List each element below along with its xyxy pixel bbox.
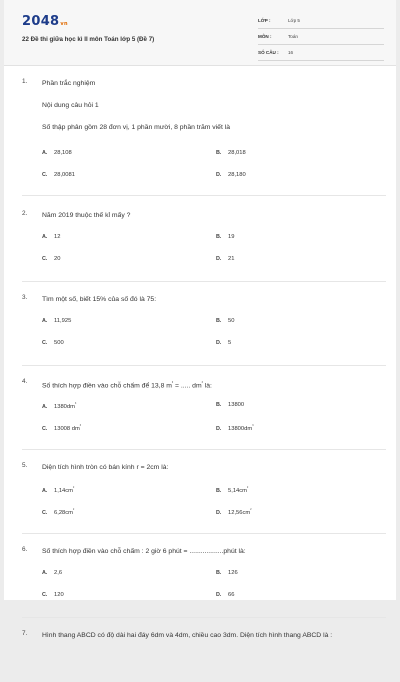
option-text: 20 — [54, 256, 61, 262]
question-text: Phần trắc nghiệm — [42, 80, 96, 87]
answer-option-d[interactable] — [216, 172, 246, 178]
answer-option-d[interactable] — [216, 340, 231, 346]
option-text: $12,56cm^{^2}$ — [228, 508, 252, 516]
answer-option-c[interactable] — [42, 592, 64, 598]
answer-option-d[interactable] — [216, 508, 251, 516]
question-text: Diện tích hình tròn có bán kính r = 2cm là: — [42, 464, 169, 471]
answer-option-b[interactable] — [216, 318, 234, 324]
option-text: $6,28cm^{^2}$ — [54, 508, 75, 516]
option-text: $5,14cm^{^2}$ — [228, 486, 249, 494]
option-key: D. — [216, 425, 222, 432]
option-text: 21 — [228, 256, 235, 262]
answer-option-c[interactable] — [42, 340, 64, 346]
document-page — [4, 0, 396, 639]
logo-domain: vn — [60, 21, 68, 27]
answer-option-a[interactable] — [42, 150, 72, 156]
option-text: 500 — [54, 340, 64, 346]
option-key: D. — [216, 592, 222, 598]
option-key: C. — [42, 172, 48, 178]
answer-option-d[interactable] — [216, 424, 253, 432]
question-item — [22, 378, 386, 450]
question-item — [22, 78, 386, 196]
site-logo[interactable] — [22, 14, 68, 29]
question-number: 5. — [22, 462, 28, 469]
question-item — [22, 294, 386, 366]
option-key: B. — [216, 150, 222, 156]
question-text: Số thích hợp điền vào chỗ chấm : 2 giờ 6 phút = ..................phút là: — [42, 548, 246, 555]
option-key: C. — [42, 425, 48, 432]
meta-row-subject — [258, 29, 384, 45]
question-text: Tìm một số, biết 15% của số đó là 75: — [42, 296, 157, 303]
option-text: 126 — [228, 570, 238, 576]
option-text: 28,0081 — [54, 172, 75, 178]
question-item — [22, 210, 386, 282]
option-key: B. — [216, 402, 222, 408]
option-text: 2,6 — [54, 570, 63, 576]
question-item — [22, 630, 386, 670]
option-key: A. — [42, 570, 48, 576]
answer-option-b[interactable] — [216, 570, 238, 576]
question-list — [22, 78, 386, 682]
question-text: Năm 2019 thuộc thế kỉ mấy ? — [42, 212, 131, 219]
option-key: A. — [42, 234, 48, 240]
option-text: 13800 — [228, 402, 245, 408]
meta-value: Toán — [288, 34, 298, 39]
option-key: A. — [42, 403, 48, 410]
question-text: Số thích hợp điền vào chỗ chấm để 13,8 $m^{^3}$ = ..... $dm^{^3}$ là: — [42, 381, 212, 390]
question-subtext: Số thập phân gồm 28 đơn vị, 1 phần mười, 8 phần trăm viết là — [42, 124, 231, 131]
question-number: 7. — [22, 630, 28, 637]
option-text: 28,180 — [228, 172, 246, 178]
answer-option-c[interactable] — [42, 256, 60, 262]
answer-option-b[interactable] — [216, 150, 246, 156]
question-item — [22, 546, 386, 618]
meta-label: MÔN : — [258, 34, 272, 39]
option-key: B. — [216, 570, 222, 576]
answer-option-a[interactable] — [42, 570, 62, 576]
question-number: 2. — [22, 210, 28, 217]
option-key: A. — [42, 487, 48, 494]
answer-option-c[interactable] — [42, 508, 74, 516]
document-header — [4, 0, 396, 66]
option-text: 66 — [228, 592, 235, 598]
option-key: B. — [216, 487, 222, 494]
option-key: C. — [42, 256, 48, 262]
answer-option-a[interactable] — [42, 486, 74, 494]
meta-row-count — [258, 45, 384, 61]
answer-option-c[interactable] — [42, 424, 81, 432]
option-key: D. — [216, 256, 222, 262]
question-number: 4. — [22, 378, 28, 385]
answer-option-b[interactable] — [216, 402, 244, 408]
option-key: C. — [42, 509, 48, 516]
option-text: 50 — [228, 318, 235, 324]
option-text: 28,108 — [54, 150, 72, 156]
option-key: B. — [216, 234, 222, 240]
question-number: 3. — [22, 294, 28, 301]
answer-option-a[interactable] — [42, 234, 60, 240]
option-key: A. — [42, 318, 48, 324]
meta-label: SỐ CÂU : — [258, 50, 279, 55]
option-key: D. — [216, 340, 222, 346]
document-meta — [258, 13, 384, 61]
option-text: 12 — [54, 234, 61, 240]
question-number: 1. — [22, 78, 28, 85]
meta-value: 16 — [288, 50, 294, 55]
question-text: Hình thang ABCD có độ dài hai đáy 6dm và 4dm, chiều cao 3dm. Diện tích hình thang ABCD là : — [42, 632, 333, 639]
option-key: B. — [216, 318, 222, 324]
option-key: A. — [42, 150, 48, 156]
option-text: 120 — [54, 592, 64, 598]
logo-text: 2048 — [22, 14, 60, 29]
answer-option-a[interactable] — [42, 318, 71, 324]
option-text: $1380dm^{^3}$ — [54, 402, 77, 410]
answer-option-b[interactable] — [216, 234, 234, 240]
answer-option-d[interactable] — [216, 592, 234, 598]
answer-option-a[interactable] — [42, 402, 76, 410]
meta-label: LỚP : — [258, 18, 271, 23]
option-text: 5 — [228, 340, 232, 346]
document-title: 22 Đề thi giữa học kì II môn Toán lớp 5 (Đề 7) — [22, 36, 155, 43]
question-subtext: Nội dung câu hỏi 1 — [42, 102, 99, 109]
option-text: $13800dm^{^3}$ — [228, 424, 254, 432]
answer-option-c[interactable] — [42, 172, 75, 178]
question-item — [22, 462, 386, 534]
question-number: 6. — [22, 546, 28, 553]
meta-value: Lớp 5 — [288, 18, 300, 23]
option-text: 28,018 — [228, 150, 246, 156]
answer-option-b[interactable] — [216, 486, 248, 494]
option-text: 19 — [228, 234, 235, 240]
option-text: $1,14cm^{^2}$ — [54, 486, 75, 494]
option-text: 11,925 — [54, 318, 72, 324]
option-text: 13008 $dm^{^3}$ — [54, 424, 81, 432]
option-key: C. — [42, 592, 48, 598]
answer-option-d[interactable] — [216, 256, 234, 262]
option-key: C. — [42, 340, 48, 346]
option-key: D. — [216, 509, 222, 516]
option-key: D. — [216, 172, 222, 178]
meta-row-class — [258, 13, 384, 29]
